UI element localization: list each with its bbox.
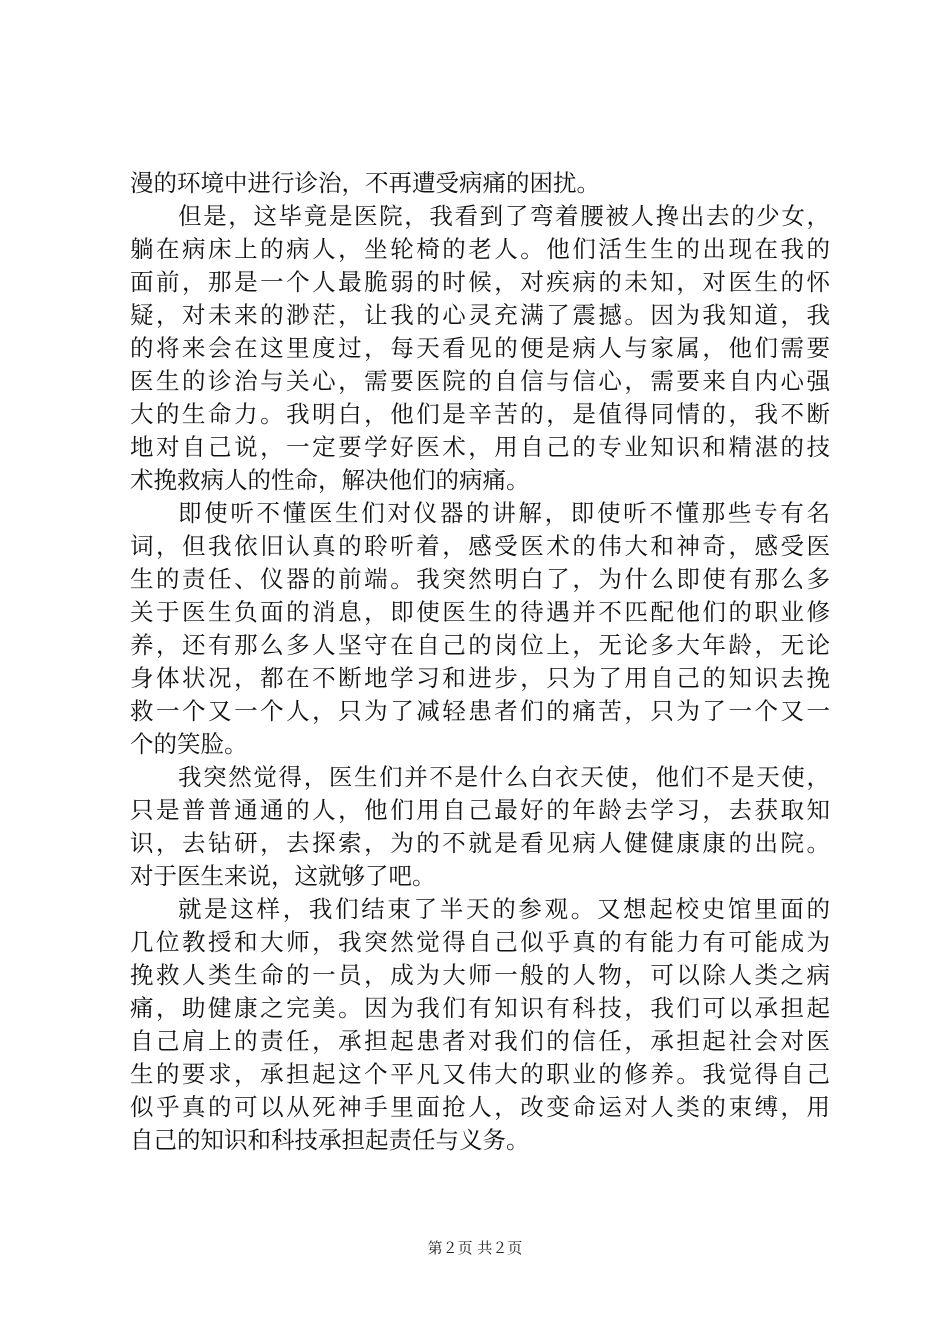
text-line: 躺在病床上的病人，坐轮椅的老人。他们活生生的出现在我的: [130, 235, 830, 263]
text-line: 对于医生来说，这就够了吧。: [130, 862, 436, 890]
text-line: 救一个又一个人，只为了减轻患者们的痛苦，只为了一个又一: [130, 697, 830, 725]
text-line: 自己肩上的责任，承担起患者对我们的信任，承担起社会对医: [130, 1027, 830, 1055]
text-line: 识，去钻研，去探索，为的不就是看见病人健健康康的出院。: [130, 829, 830, 857]
text-line: 疑，对未来的渺茫，让我的心灵充满了震撼。因为我知道，我: [130, 301, 830, 329]
text-line: 痛，助健康之完美。因为我们有知识有科技，我们可以承担起: [130, 994, 830, 1022]
text-line: 就是这样，我们结束了半天的参观。又想起校史馆里面的: [178, 895, 830, 923]
paragraph: [130, 761, 830, 893]
text-line: 但是，这毕竟是医院，我看到了弯着腰被人搀出去的少女，: [178, 202, 830, 230]
text-line: 关于医生负面的消息，即使医生的待遇并不匹配他们的职业修: [130, 598, 830, 626]
text-line: 的将来会在这里度过，每天看见的便是病人与家属，他们需要: [130, 334, 830, 362]
text-line: 即使听不懂医生们对仪器的讲解，即使听不懂那些专有名: [178, 499, 830, 527]
text-line: 几位教授和大师，我突然觉得自己似乎真的有能力有可能成为: [130, 928, 830, 956]
text-line: 身体状况，都在不断地学习和进步，只为了用自己的知识去挽: [130, 664, 830, 692]
text-line: 只是普普通通的人，他们用自己最好的年龄去学习，去获取知: [130, 796, 830, 824]
text-line: 大的生命力。我明白，他们是辛苦的，是值得同情的，我不断: [130, 400, 830, 428]
document-body: [130, 167, 830, 1157]
paragraph: [130, 200, 830, 497]
page-number-label: 第２页 共２页: [427, 1239, 523, 1257]
text-line: 养，还有那么多人坚守在自己的岗位上，无论多大年龄，无论: [130, 631, 830, 659]
text-line: 我突然觉得，医生们并不是什么白衣天使，他们不是天使，: [178, 763, 830, 791]
text-line: 词，但我依旧认真的聆听着，感受医术的伟大和神奇，感受医: [130, 532, 830, 560]
text-line: 生的责任、仪器的前端。我突然明白了，为什么即使有那么多: [130, 565, 830, 593]
text-line: 个的笑脸。: [130, 730, 248, 758]
text-line: 自己的知识和科技承担起责任与义务。: [130, 1126, 530, 1154]
text-line: 医生的诊治与关心，需要医院的自信与信心，需要来自内心强: [130, 367, 830, 395]
text-line: 生的要求，承担起这个平凡又伟大的职业的修养。我觉得自己: [130, 1060, 830, 1088]
page-footer: [0, 1238, 950, 1258]
paragraph: [130, 893, 830, 1157]
text-line: 挽救人类生命的一员，成为大师一般的人物，可以除人类之病: [130, 961, 830, 989]
text-line: 地对自己说，一定要学好医术，用自己的专业知识和精湛的技: [130, 433, 830, 461]
paragraph: [130, 497, 830, 761]
paragraph: [130, 167, 830, 200]
text-line: 似乎真的可以从死神手里面抢人，改变命运对人类的束缚，用: [130, 1093, 830, 1121]
text-line: 漫的环境中进行诊治，不再遭受病痛的困扰。: [130, 169, 600, 197]
text-line: 面前，那是一个人最脆弱的时候，对疾病的未知，对医生的怀: [130, 268, 830, 296]
text-line: 术挽救病人的性命，解决他们的病痛。: [130, 466, 530, 494]
